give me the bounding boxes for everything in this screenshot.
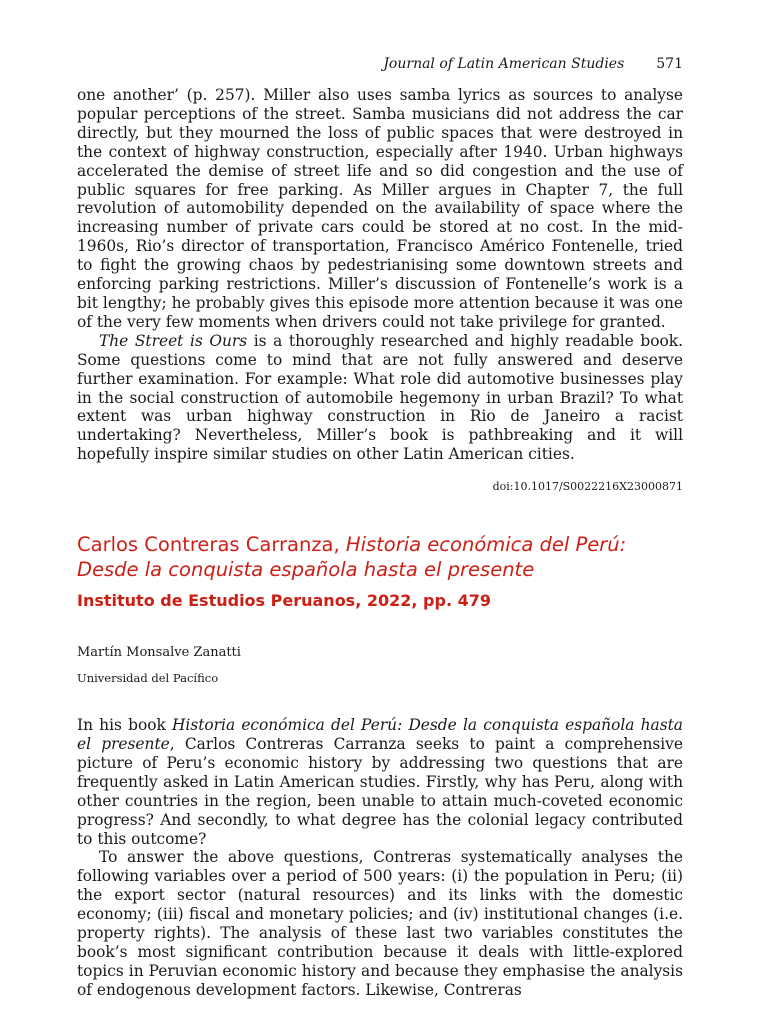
book-title-line-1: Historia económica del Perú: bbox=[345, 533, 627, 557]
reviewer-name: Martín Monsalve Zanatti bbox=[77, 645, 241, 661]
review-body bbox=[77, 716, 683, 1000]
book-title-line-2: Desde la conquista española hasta el presente bbox=[77, 558, 535, 582]
previous-review-paragraph-2 bbox=[77, 332, 683, 464]
running-head bbox=[77, 54, 683, 74]
paragraph-text: is a thoroughly researched and highly readable book. Some questions come to mind that are not fully answered and deserve further examination. For example: What role did automotive businesses play in the social construction of automobile hegemony in urban Brazil? To what extent was urban highway construction in Rio de Janeiro a racist undertaking? Nevertheless, Miller’s book is pathbreaking and it will hopefully inspire similar studies on other Latin American cities. bbox=[77, 331, 683, 464]
review-heading bbox=[77, 532, 683, 582]
book-title-reference: The Street is Ours bbox=[99, 331, 248, 350]
page-number: 571 bbox=[656, 56, 683, 72]
previous-review-paragraph-1: one another’ (p. 257). Miller also uses samba lyrics as sources to analyse popular perceptions of the street. Samba musicians did not address the car directly, but they mourned the loss of public spaces that were destroyed in the context of highway construction, especially after 1940. Urban highways accelerated the demise of street life and so did congestion and the use of public squares for free parking. As Miller argues in Chapter 7, the full revolution of automobility depended on the availability of space where the increasing number of private cars could be stored at no cost. In the mid-1960s, Rio’s director of transportation, Francisco Américo Fontenelle, tried to fight the growing chaos by pedestrianising some downtown streets and enforcing parking restrictions. Miller’s discussion of Fontenelle’s work is a bit lengthy; he probably gives this episode more attention because it was one of the very few moments when drivers could not take privilege for granted. bbox=[77, 86, 683, 331]
reviewer-affiliation: Universidad del Pacífico bbox=[77, 671, 219, 686]
paragraph-lead: In his book bbox=[77, 716, 172, 735]
publisher-info: Instituto de Estudios Peruanos, 2022, pp. 479 bbox=[77, 591, 491, 611]
review-paragraph-2: To answer the above questions, Contreras systematically analyses the following variables over a period of 500 years: (i) the population in Peru; (ii) the export sector (natural resources) and its links with the domestic economy; (iii) fiscal and monetary policies; and (iv) institutional changes (i.e. property rights). The analysis of these last two variables constitutes the book’s most significant contribution because it deals with little-explored topics in Peruvian economic history and because they emphasise the analysis of endogenous development factors. Likewise, Contreras bbox=[77, 848, 683, 999]
book-author: Carlos Contreras Carranza, bbox=[77, 533, 346, 557]
journal-page bbox=[77, 54, 683, 1000]
journal-title: Journal of Latin American Studies bbox=[383, 56, 625, 72]
paragraph-text: , Carlos Contreras Carranza seeks to paint a comprehensive picture of Peru’s economic history by addressing two questions that are frequently asked in Latin American studies. Firstly, why has Peru, along with other countries in the region, been unable to attain much-coveted economic progress? And secondly, to what degree has the colonial legacy contributed to this outcome? bbox=[77, 735, 683, 848]
doi-link[interactable]: doi:10.1017/S0022216X23000871 bbox=[492, 480, 683, 494]
review-paragraph-1 bbox=[77, 716, 683, 848]
book-title-reference: Historia económica del Perú: Desde la conquista española hasta el presente bbox=[77, 716, 683, 754]
